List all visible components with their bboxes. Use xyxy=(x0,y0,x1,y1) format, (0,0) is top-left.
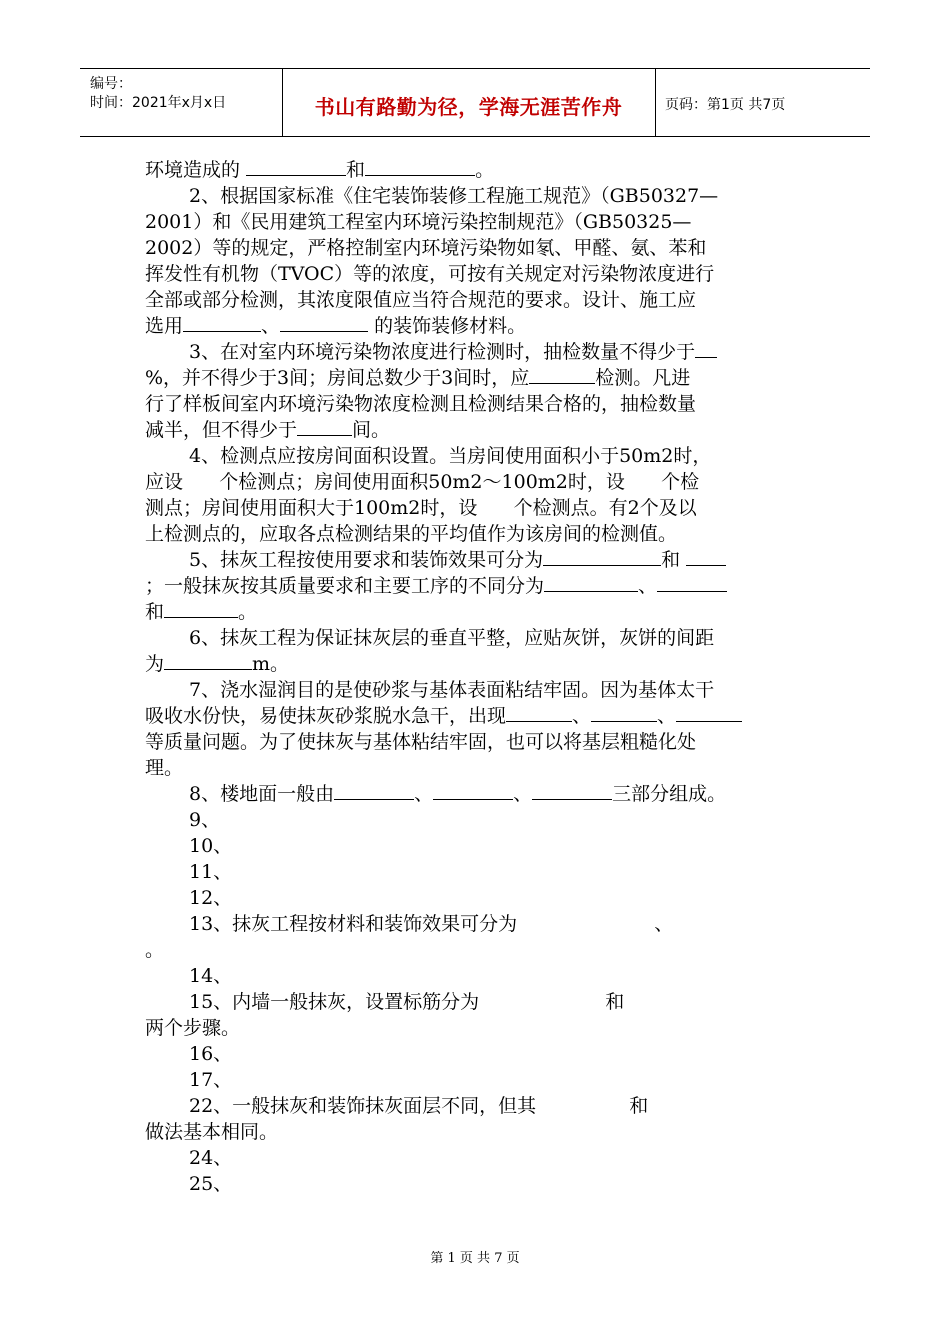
page-info: 页码：第1页 共7页 xyxy=(665,97,786,113)
text-line: 。 xyxy=(145,939,165,961)
blank xyxy=(297,417,352,436)
time-label: 时间：2021年x月x日 xyxy=(90,95,227,111)
text-line: 上检测点的，应取各点检测结果的平均值作为该房间的检测值。 xyxy=(145,523,678,545)
text-line: 22、一般抹灰和装饰抹灰面层不同，但其 和 xyxy=(189,1095,649,1117)
text-line: 15、内墙一般抹灰，设置标筋分为 和 xyxy=(189,991,625,1013)
header-meta-cell xyxy=(80,69,283,136)
blank xyxy=(529,365,595,384)
blank xyxy=(164,599,238,618)
text-line: 2001）和《民用建筑工程室内环境污染控制规范》（GB50325— xyxy=(145,211,692,233)
text-line: %，并不得少于3间；房间总数少于3间时，应 检测。凡进 xyxy=(145,367,691,389)
text-line: 和 。 xyxy=(145,601,258,623)
text-line: 等质量问题。为了使抹灰与基体粘结牢固，也可以将基层粗糙化处 xyxy=(145,731,697,753)
text-line: 测点；房间使用面积大于100m2时，设 个检测点。有2个及以 xyxy=(145,497,697,519)
blank xyxy=(676,703,742,722)
blank xyxy=(591,703,657,722)
page-footer: 第 1 页 共 7 页 xyxy=(430,1251,520,1266)
text-line: 理。 xyxy=(145,757,184,779)
text-line: 减半，但不得少于 间。 xyxy=(145,419,391,441)
text-line: 应设 个检测点；房间使用面积50m2～100m2时，设 个检 xyxy=(145,471,700,493)
number-label: 编号： xyxy=(90,76,132,92)
text-line: 13、抹灰工程按材料和装饰效果可分为 、 xyxy=(189,913,674,935)
text-line: 两个步骤。 xyxy=(145,1017,241,1039)
text-line: 24、 xyxy=(189,1147,233,1169)
blank xyxy=(365,157,475,176)
blank xyxy=(280,313,368,332)
text-line: 25、 xyxy=(189,1173,233,1195)
page-header xyxy=(80,68,870,137)
text-line: 10、 xyxy=(189,835,233,857)
text-line: 行了样板间室内环境污染物浓度检测且检测结果合格的，抽检数量 xyxy=(145,393,697,415)
blank xyxy=(164,651,252,670)
text-line: 16、 xyxy=(189,1043,233,1065)
blank xyxy=(695,339,717,358)
blank xyxy=(657,573,727,592)
text-line: 做法基本相同。 xyxy=(145,1121,279,1143)
blank xyxy=(183,313,261,332)
text-line: 17、 xyxy=(189,1069,233,1091)
text-line: 14、 xyxy=(189,965,233,987)
text-line: 2002）等的规定，严格控制室内环境污染物如氡、甲醛、氨、苯和 xyxy=(145,237,707,259)
text-line: 4、检测点应按房间面积设置。当房间使用面积小于50m2时， xyxy=(189,445,712,467)
motto: 书山有路勤为径，学海无涯苦作舟 xyxy=(314,95,623,119)
text-line: 吸收水份快，易使抹灰砂浆脱水急干，出现 、 、 xyxy=(145,703,742,729)
text-line: 5、抹灰工程按使用要求和装饰效果可分为 和 xyxy=(189,547,726,573)
text-line: 为 m。 xyxy=(145,653,290,675)
text-line: 环境造成的 和 。 xyxy=(145,159,495,181)
text-line: 全部或部分检测，其浓度限值应当符合规范的要求。设计、施工应 xyxy=(145,289,697,311)
text-line: 9、 xyxy=(189,809,221,831)
blank xyxy=(433,781,513,800)
text-line: 3、在对室内环境污染物浓度进行检测时，抽检数量不得少于 xyxy=(189,339,717,365)
text-line: 8、楼地面一般由 、 、 三部分组成。 xyxy=(189,783,727,805)
header-motto-cell xyxy=(282,69,656,136)
text-line: 12、 xyxy=(189,887,233,909)
blank xyxy=(686,547,726,566)
blank xyxy=(544,573,638,592)
blank xyxy=(506,703,572,722)
text-line: 挥发性有机物（TVOC）等的浓度，可按有关规定对污染物浓度进行 xyxy=(145,263,715,285)
blank xyxy=(246,157,346,176)
text-line: 2、根据国家标准《住宅装饰装修工程施工规范》（GB50327— xyxy=(189,185,719,207)
text-line: ；一般抹灰按其质量要求和主要工序的不同分为 、 xyxy=(145,573,727,599)
blank xyxy=(334,781,414,800)
text-line: 6、抹灰工程为保证抹灰层的垂直平整，应贴灰饼，灰饼的间距 xyxy=(189,627,715,649)
blank xyxy=(532,781,612,800)
text-line: 选用 、 的装饰装修材料。 xyxy=(145,315,527,337)
text-line: 7、浇水湿润目的是使砂浆与基体表面粘结牢固。因为基体太干 xyxy=(189,679,715,701)
text-line: 11、 xyxy=(189,861,233,883)
blank xyxy=(543,547,661,566)
